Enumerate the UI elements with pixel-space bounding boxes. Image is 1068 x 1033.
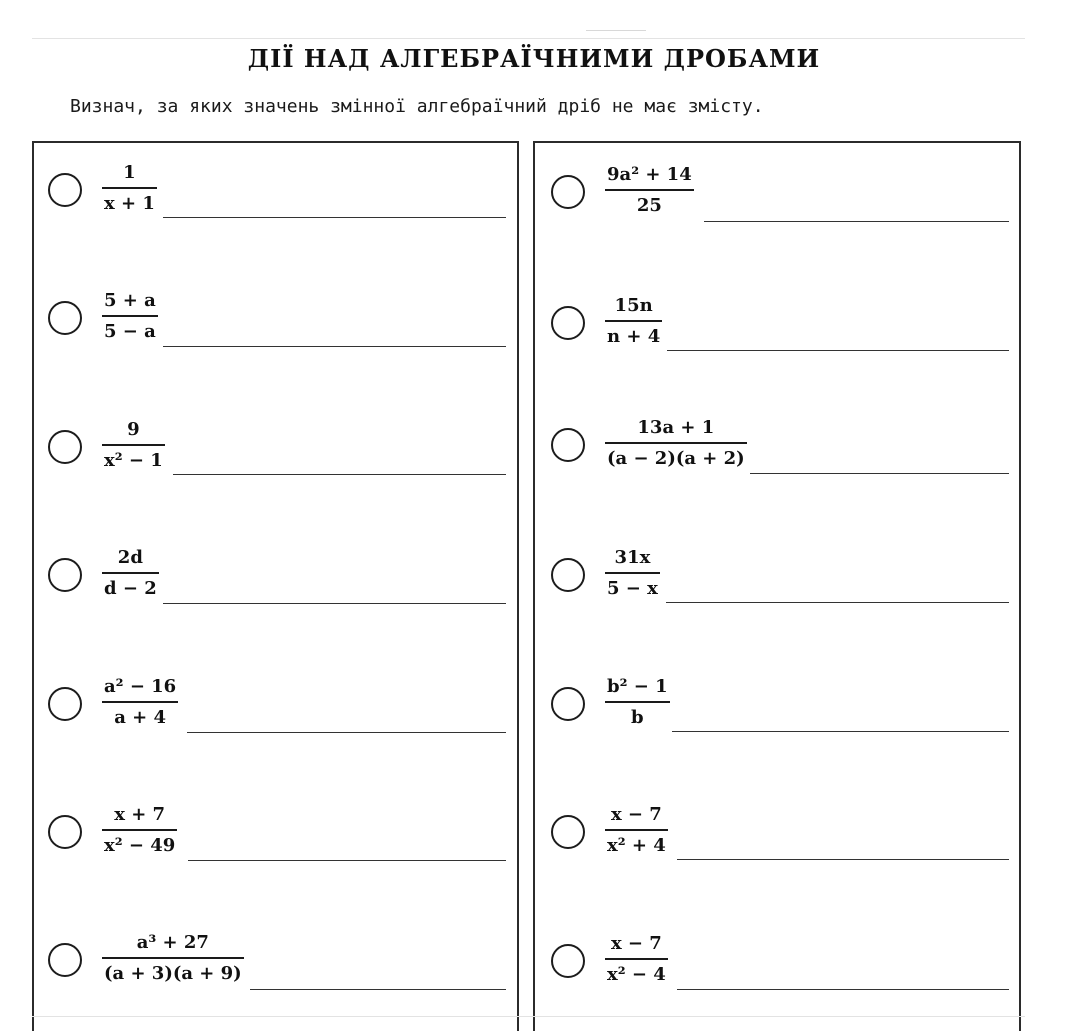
fraction [605,296,662,346]
exercise-item [48,933,518,993]
exercise-item [551,677,1021,737]
fraction-numerator: a³ + 27 [136,932,209,953]
page-title: ДІЇ НАД АЛГЕБРАЇЧНИМИ ДРОБАМИ [247,44,821,73]
fraction-numerator: a² − 16 [104,676,177,697]
exercise-item [551,418,1021,478]
answer-radio[interactable] [551,944,585,978]
answer-radio[interactable] [48,430,82,464]
fraction [605,165,694,215]
fraction [605,677,670,727]
fraction-denominator: n + 4 [607,326,661,347]
fraction-numerator: 9a² + 14 [607,164,692,185]
fraction [605,934,668,984]
answer-line[interactable] [173,474,506,475]
fraction [102,420,165,470]
answer-line[interactable] [666,602,1009,603]
answer-radio[interactable] [551,306,585,340]
exercise-item [48,420,518,480]
answer-line[interactable] [163,603,506,604]
fraction [102,805,177,855]
instruction-text: Визнач, за яких значень змінної алгебраїчний дріб не має змісту. [70,96,764,117]
answer-radio[interactable] [48,301,82,335]
exercise-item [551,548,1021,608]
fraction-denominator: x + 1 [104,193,155,214]
exercise-item [551,296,1021,356]
answer-radio[interactable] [48,558,82,592]
answer-line[interactable] [188,860,506,861]
answer-line[interactable] [163,346,506,347]
fraction-denominator: (a + 3)(a + 9) [104,963,242,984]
fraction-denominator: x² + 4 [607,835,666,856]
answer-radio[interactable] [551,428,585,462]
top-divider [32,38,1025,39]
fraction-denominator: x² − 1 [104,450,163,471]
answer-radio[interactable] [48,173,82,207]
exercise-item [48,677,518,737]
fraction-numerator: x − 7 [610,933,662,954]
fraction-denominator: a + 4 [114,707,167,728]
fraction-numerator: 5 + a [104,290,156,311]
answer-radio[interactable] [48,687,82,721]
fraction-denominator: x² − 4 [607,964,666,985]
fraction-numerator: x − 7 [610,804,662,825]
answer-line[interactable] [187,732,506,733]
exercise-item [48,805,518,865]
exercise-item [551,165,1021,225]
answer-line[interactable] [163,217,506,218]
fraction-numerator: b² − 1 [607,676,668,697]
answer-radio[interactable] [551,558,585,592]
fraction-denominator: x² − 49 [104,835,176,856]
answer-line[interactable] [672,731,1009,732]
answer-line[interactable] [677,989,1009,990]
exercise-item [48,163,518,223]
fraction [102,548,159,598]
fraction-numerator: 13a + 1 [637,417,715,438]
exercise-item [551,934,1021,994]
fraction-denominator: d − 2 [104,578,157,599]
fraction [102,677,178,727]
fraction [605,805,668,855]
answer-radio[interactable] [551,175,585,209]
answer-line[interactable] [667,350,1009,351]
fraction-numerator: x + 7 [114,804,166,825]
answer-radio[interactable] [551,687,585,721]
answer-radio[interactable] [48,943,82,977]
answer-line[interactable] [677,859,1009,860]
fraction [605,418,747,468]
fraction [102,291,158,341]
exercise-item [48,548,518,608]
fraction-denominator: b [631,707,644,728]
fraction [605,548,660,598]
exercise-item [551,805,1021,865]
answer-line[interactable] [750,473,1009,474]
answer-radio[interactable] [48,815,82,849]
fraction-numerator: 31x [614,547,651,568]
fraction-denominator: 5 − a [104,321,156,342]
fraction [102,163,157,213]
answer-line[interactable] [704,221,1009,222]
fraction-numerator: 15n [614,295,653,316]
bottom-divider [32,1016,1025,1017]
fraction [102,933,244,983]
fraction-numerator: 1 [123,162,136,183]
fraction-numerator: 2d [117,547,143,568]
fraction-denominator: 25 [636,195,662,216]
answer-radio[interactable] [551,815,585,849]
answer-line[interactable] [250,989,506,990]
fraction-denominator: (a − 2)(a + 2) [607,448,745,469]
exercise-item [48,291,518,351]
top-tab-marker [586,30,646,34]
fraction-numerator: 9 [127,419,140,440]
fraction-denominator: 5 − x [607,578,658,599]
